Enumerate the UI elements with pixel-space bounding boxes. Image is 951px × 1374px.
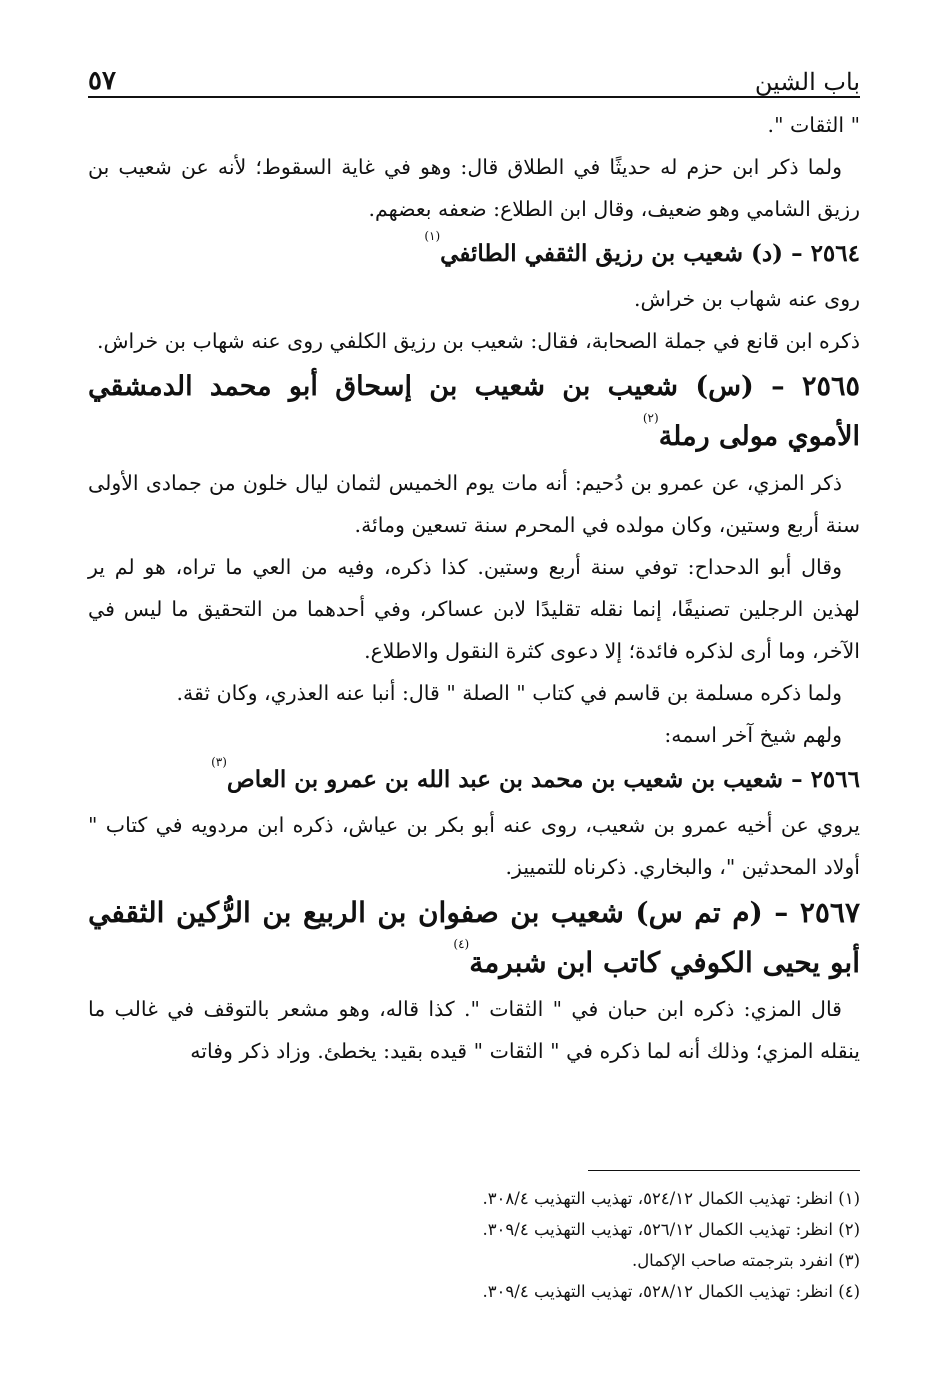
footnotes bbox=[88, 1170, 860, 1307]
entry-heading-text: ٢٥٦٧ – (م تم س) شعيب بن صفوان بن الربيع بن الرُّكين الثقفي أبو يحيى الكوفي كاتب ابن شبرمة bbox=[88, 896, 860, 979]
body-paragraph: ولما ذكره مسلمة بن قاسم في كتاب " الصلة " قال: أنبا عنه العذري، وكان ثقة. bbox=[176, 681, 842, 705]
body-paragraph: قال المزي: ذكره ابن حبان في " الثقات ". كذا قاله، وهو مشعر بالتوقف في غالب ما ينقله المزي؛ وذلك أنه لما ذكره في " الثقات " قيده بقيد: يخطئ. وزاد ذكر وفاته bbox=[88, 997, 860, 1063]
footnote-marker: (٢) bbox=[642, 411, 659, 425]
footnote-item: (٤) انظر: تهذيب الكمال ٥٢٨/١٢، تهذيب التهذيب ٣٠٩/٤. bbox=[482, 1282, 860, 1301]
entry-heading bbox=[88, 888, 860, 988]
page-number: ٥٧ bbox=[88, 66, 116, 96]
body-paragraph: " الثقات ". bbox=[767, 113, 860, 137]
chapter-title: باب الشين bbox=[754, 68, 860, 96]
footnote-marker: (٣) bbox=[211, 755, 227, 769]
entry-heading bbox=[88, 362, 860, 462]
footnote-divider bbox=[588, 1170, 860, 1171]
body-paragraph: ولهم شيخ آخر اسمه: bbox=[664, 723, 842, 747]
body-paragraph: روى عنه شهاب بن خراش. bbox=[633, 287, 860, 311]
body-paragraph: ذكر المزي، عن عمرو بن دُحيم: أنه مات يوم الخميس لثمان ليال خلون من جمادى الأولى سنة أربع وستين، وكان مولده في المحرم سنة تسعين ومائة. bbox=[88, 471, 860, 537]
footnote-item: (٢) انظر: تهذيب الكمال ٥٢٦/١٢، تهذيب التهذيب ٣٠٩/٤. bbox=[482, 1220, 860, 1239]
footnote-item: (١) انظر: تهذيب الكمال ٥٢٤/١٢، تهذيب التهذيب ٣٠٨/٤. bbox=[482, 1189, 860, 1208]
page bbox=[88, 52, 860, 1072]
footnote-marker: (٤) bbox=[453, 937, 470, 951]
entry-heading-text: ٢٥٦٦ – شعيب بن شعيب بن محمد بن عبد الله بن عمرو بن العاص bbox=[226, 766, 860, 793]
entry-heading bbox=[88, 756, 860, 804]
body-paragraph: وقال أبو الدحداح: توفي سنة أربع وستين. كذا ذكره، وفيه من العي ما تراه، هو لم ير لهذين الرجلين تصنيفًا، إنما نقله تقليدًا لابن عساكر، وفي أحدهما من التحقيق ما ليس في الآخر، وما أرى لذكره فائدة؛ إلا دعوى كثرة النقول والاطلاع. bbox=[88, 555, 860, 663]
entry-heading-text: ٢٥٦٤ – (د) شعيب بن رزيق الثقفي الطائفي bbox=[440, 240, 860, 267]
footnote-marker: (١) bbox=[424, 229, 441, 243]
footnote-item: (٣) انفرد بترجمته صاحب الإكمال. bbox=[631, 1251, 860, 1270]
entry-heading-text: ٢٥٦٥ – (س) شعيب بن شعيب بن إسحاق أبو محمد الدمشقي الأموي مولى رملة bbox=[88, 371, 860, 452]
body-paragraph: ولما ذكر ابن حزم له حديثًا في الطلاق قال: وهو في غاية السقوط؛ لأنه عن شعيب بن رزيق الشامي وهو ضعيف، وقال ابن الطلاع: ضعفه بعضهم. bbox=[88, 155, 860, 221]
page-header bbox=[88, 52, 860, 98]
entry-heading bbox=[88, 230, 860, 278]
footnote-list bbox=[88, 1183, 860, 1307]
main-text bbox=[88, 104, 860, 1072]
body-paragraph: يروي عن أخيه عمرو بن شعيب، روى عنه أبو بكر بن عياش، ذكره ابن مردويه في كتاب " أولاد المحدثين "، والبخاري. ذكرناه للتمييز. bbox=[88, 813, 860, 879]
body-paragraph: ذكره ابن قانع في جملة الصحابة، فقال: شعيب بن رزيق الكلفي روى عنه شهاب بن خراش. bbox=[96, 329, 860, 353]
